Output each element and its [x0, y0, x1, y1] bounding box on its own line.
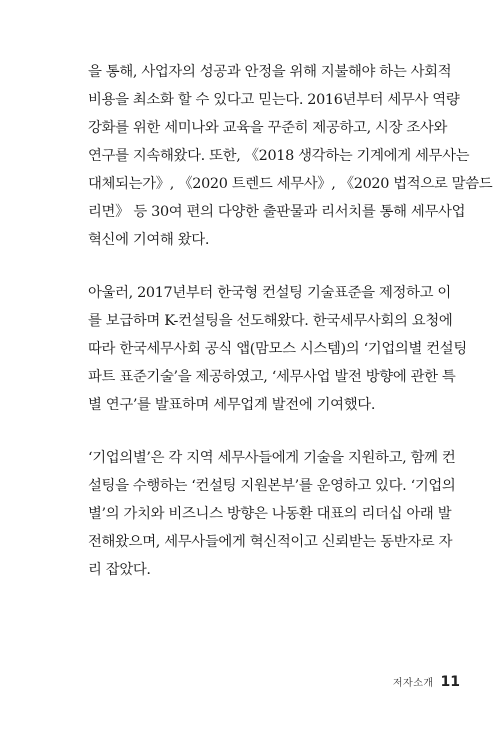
text-line: 대체되는가》, 《2020 트렌드 세무사》, 《2020 법적으로 말씀드: [88, 176, 493, 192]
paragraph-1: [88, 58, 493, 254]
paragraph-2: [88, 279, 467, 419]
text-line: 연구를 지속해왔다. 또한, 《2018 생각하는 기계에게 세무사는: [88, 148, 470, 164]
page-footer: [393, 674, 460, 690]
text-line: 아울러, 2017년부터 한국형 컨설팅 기술표준을 제정하고 이: [88, 285, 451, 301]
paragraph-3: [88, 444, 460, 584]
text-line: 리 잡았다.: [88, 562, 151, 578]
text-line: 설팅을 수행하는 ‘컨설팅 지원본부’를 운영하고 있다. ‘기업의: [88, 478, 456, 494]
text-line: 별 연구’를 발표하며 세무업계 발전에 기여했다.: [88, 397, 376, 413]
text-line: 비용을 최소화 할 수 있다고 믿는다. 2016년부터 세무사 역량: [88, 92, 460, 108]
text-line: 따라 한국세무사회 공식 앱(맘모스 시스템)의 ‘기업의별 컨설팅: [88, 341, 467, 357]
text-line: 리면》 등 30여 편의 다양한 출판물과 리서치를 통해 세무사업: [88, 204, 466, 220]
text-line: ‘기업의별’은 각 지역 세무사들에게 기술을 지원하고, 함께 컨: [88, 450, 456, 466]
text-line: 별’의 가치와 비즈니스 방향은 나동환 대표의 리더십 아래 발: [88, 506, 452, 522]
text-line: 을 통해, 사업자의 성공과 안정을 위해 지불해야 하는 사회적: [88, 64, 452, 80]
text-line: 전해왔으며, 세무사들에게 혁신적이고 신뢰받는 동반자로 자: [88, 534, 453, 550]
text-line: 혁신에 기여해 왔다.: [88, 232, 210, 248]
text-line: 를 보급하며 K-컨설팅을 선도해왔다. 한국세무사회의 요청에: [88, 313, 453, 329]
body-text: [88, 58, 493, 584]
section-label: 저자소개: [392, 678, 434, 689]
text-line: 강화를 위한 세미나와 교육을 꾸준히 제공하고, 시장 조사와: [88, 120, 448, 136]
text-line: 파트 표준기술’을 제공하였고, ‘세무사업 발전 방향에 관한 특: [88, 369, 456, 385]
page-number: 11: [440, 674, 460, 690]
